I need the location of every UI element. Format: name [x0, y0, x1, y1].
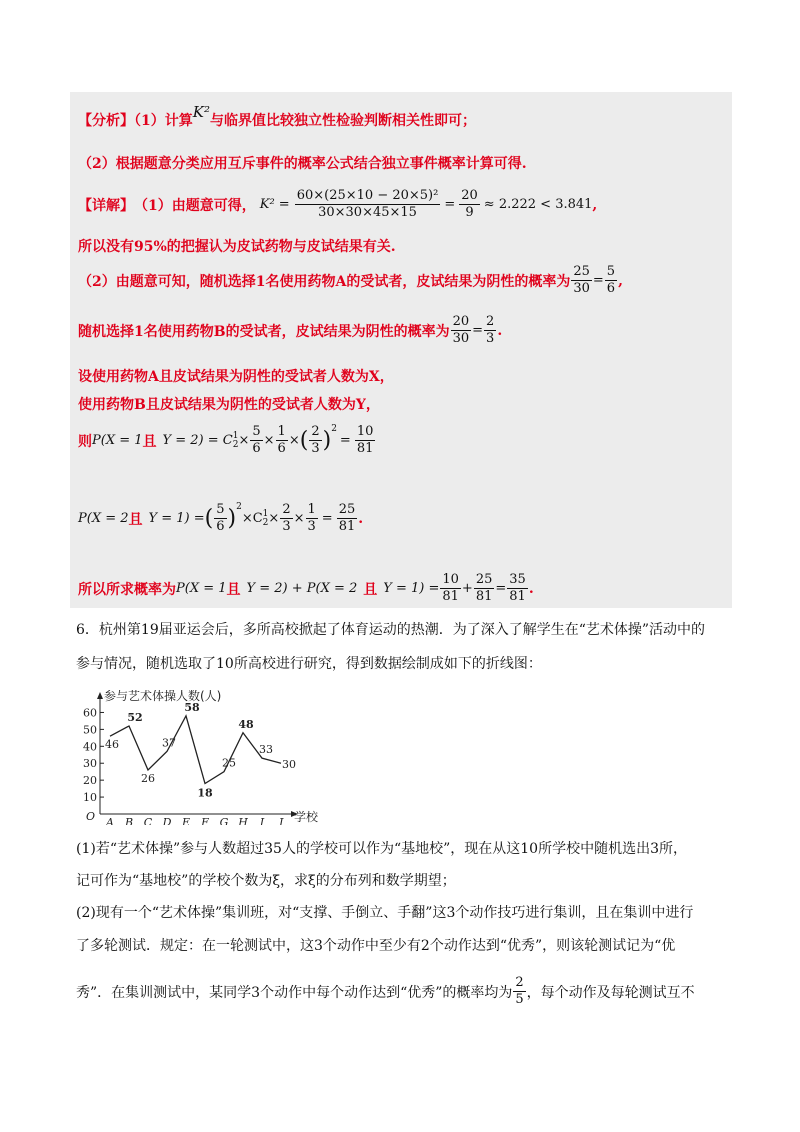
- data-label: 18: [197, 786, 213, 800]
- px2-result-num: 25: [338, 502, 356, 517]
- detail-text: （1）由题意可得，: [134, 197, 256, 214]
- final-f2-num: 25: [475, 572, 493, 587]
- then-word: 则: [78, 433, 92, 450]
- px2-line: P(X = 2 且 Y = 1) = ( $\frac{5}{6}$ ) 2 ×C 1 2 × $\frac{2}{3}$ × $\frac{1}{3}$ = $\frac{25}{81}$ .: [78, 501, 364, 534]
- p2-f2-num: 5: [606, 264, 616, 279]
- sub2-frac-num: 2: [515, 975, 524, 990]
- x-tick-label: G: [219, 816, 229, 825]
- final-line: 所以所求概率为 P(X = 1 且 Y = 2) + P(X = 2 且 Y = 1) = $\frac{10}{81}$ + $\frac{25}{81}$ = $\frac{35}{81}$ .: [78, 572, 534, 604]
- analysis-label: 【分析】: [78, 113, 134, 129]
- part2-text-1: （2）由题意可知，随机选择1名使用药物A的受试者，皮试结果为阴性的概率为: [78, 273, 571, 290]
- px2-a: P(X = 2: [78, 511, 129, 526]
- origin-label: O: [86, 810, 96, 823]
- p2-frac-1: [571, 264, 592, 297]
- k2-symbol: K²: [192, 103, 210, 121]
- analysis-text-b: 与临界值比较独立性检验判断相关性即可；: [209, 113, 476, 129]
- y-tick-label: 10: [83, 791, 97, 805]
- k2-numerator: 60×(25×10 − 20×5)²: [296, 188, 439, 203]
- y-ticks: [83, 706, 104, 804]
- k2-denominator: 30×30×45×15: [318, 205, 417, 220]
- line-chart: [80, 690, 330, 825]
- sub2-frac-den: 5: [515, 992, 524, 1007]
- sub1-line-1: (1)若“艺术体操”参与人数超过35人的学校可以作为“基地校”，现在从这10所学校中随机选出3所，: [76, 841, 687, 857]
- px1-times: ×: [288, 433, 300, 448]
- final-f3-num: 35: [509, 572, 526, 587]
- px2-result-den: 81: [338, 519, 356, 534]
- final-text: 所以所求概率为: [78, 581, 176, 598]
- px1-line: 则 P(X = 1 且 Y = 2) = C 1 2 × $\frac{5}{6}$ × $\frac{1}{6}$ × ( $\frac{2}{3}$ ) 2 = $\frac{10}{81}$: [78, 423, 374, 456]
- p2-frac-4: [484, 314, 496, 347]
- y-tick-label: 30: [83, 757, 97, 771]
- x-tick-label: B: [124, 816, 134, 825]
- data-label: 30: [282, 758, 296, 772]
- final-f3-den: 81: [509, 589, 526, 604]
- p2-frac-2: [605, 264, 617, 297]
- part2-line-2: 随机选择1名使用药物B的受试者，皮试结果为阴性的概率为 $\frac{20}{30}$ = $\frac{2}{3}$ .: [78, 314, 503, 346]
- x-tick-label: C: [143, 816, 153, 825]
- data-label: 58: [184, 700, 200, 714]
- k2-equals: =: [444, 197, 456, 212]
- set-x-line: 设使用药物A且皮试结果为阴性的受试者人数为X，: [78, 369, 394, 385]
- data-labels: [105, 701, 296, 800]
- series-line: [110, 716, 281, 784]
- x-tick-label: F: [201, 816, 209, 825]
- and-word-3: 且: [226, 581, 241, 598]
- p2-f4-num: 2: [486, 314, 495, 329]
- px1-result-num: 10: [356, 424, 374, 439]
- p2-f3-num: 20: [452, 314, 470, 329]
- data-label: 37: [162, 736, 176, 750]
- y-tick-label: 50: [83, 723, 97, 737]
- k2-f2-den: 9: [465, 205, 474, 220]
- x-tick-label: I: [259, 816, 265, 825]
- analysis-text-a: （1）计算: [134, 113, 193, 129]
- final-p2: Y = 2) + P(X = 2: [246, 581, 358, 596]
- sub2-line-3a: 秀”．在集训测试中，某同学3个动作中每个动作达到“优秀”的概率均为: [76, 984, 513, 1001]
- y-tick-label: 20: [83, 774, 97, 788]
- chart-svg: [80, 690, 330, 825]
- part2-text-2: 随机选择1名使用药物B的受试者，皮试结果为阴性的概率为: [78, 323, 450, 340]
- sub2-line-3: [76, 975, 695, 1008]
- final-f1-den: 81: [442, 589, 459, 604]
- x-tick-label: J: [278, 816, 284, 825]
- and-word-4: 且: [363, 581, 378, 598]
- px1-a: P(X = 1: [92, 433, 143, 448]
- set-y-line: 使用药物B且皮试结果为阴性的受试者人数为Y，: [78, 397, 380, 413]
- y-tick-label: 40: [83, 740, 97, 754]
- analysis-line-1: [78, 103, 476, 130]
- data-label: 48: [238, 717, 254, 731]
- p2-f4-den: 3: [486, 331, 495, 346]
- final-f2-den: 81: [475, 589, 493, 604]
- sub2-line-3b: ，每个动作及每轮测试互不: [526, 984, 695, 1001]
- p2-f1-den: 30: [573, 281, 590, 296]
- data-label: 25: [222, 756, 236, 770]
- conclusion-line: 所以没有95%的把握认为皮试药物与皮试结果有关.: [78, 239, 396, 255]
- q6-line-1: 6．杭州第19届亚运会后，多所高校掀起了体育运动的热潮．为了深入了解学生在“艺术体操”活动中的: [76, 622, 706, 638]
- analysis-line-2: （2）根据题意分类应用互斥事件的概率公式结合独立事件概率计算可得.: [78, 156, 527, 172]
- and-word-1: 且: [142, 433, 157, 450]
- k2-fraction-2: [459, 188, 480, 221]
- final-p3: Y = 1) =: [383, 581, 440, 596]
- final-p1: P(X = 1: [176, 581, 227, 596]
- px1-b: Y = 2) = C: [162, 433, 233, 448]
- x-tick-label: H: [238, 816, 248, 825]
- x-tick-label: D: [162, 816, 172, 825]
- p2-frac-3: [451, 314, 472, 347]
- p2-f3-den: 30: [452, 331, 470, 346]
- sub2-line-1: (2)现有一个“艺术体操”集训班，对“支撑、手倒立、手翻”这3个动作技巧进行集训，且在集训中进行: [76, 905, 694, 921]
- data-label: 26: [141, 772, 155, 785]
- sub2-fraction: [513, 975, 525, 1008]
- and-word-2: 且: [128, 511, 143, 528]
- p2-f1-num: 25: [573, 264, 590, 279]
- chart-xlabel: 学校: [294, 810, 319, 824]
- k2-f2-num: 20: [461, 188, 478, 203]
- x-tick-label: E: [181, 816, 191, 825]
- px2-b: Y = 1) =: [148, 511, 205, 526]
- y-tick-label: 60: [83, 706, 97, 720]
- k2-fraction: [295, 188, 441, 221]
- x-ticks: [105, 816, 284, 825]
- k2-lhs: K² =: [259, 197, 290, 212]
- data-label: 46: [105, 738, 119, 752]
- sub2-line-2: 了多轮测试．规定：在一轮测试中，这3个动作中至少有2个动作达到“优秀”，则该轮测试记为“优: [76, 938, 676, 954]
- px2-result: [337, 502, 358, 535]
- final-f1-num: 10: [442, 572, 459, 587]
- sub1-line-2: 记可作为“基地校”的学校个数为ξ，求ξ的分布列和数学期望；: [76, 873, 456, 889]
- p2-f2-den: 6: [606, 281, 616, 296]
- detail-line-1: 【详解】 （1）由题意可得， K² = $\frac{\text{60×(25×10 − 20×5)²}}{30\times 30\times 45\times 15}$ = $\frac{20}{9}$ ≈ 2.222 < 3.841 ,: [78, 188, 598, 220]
- px1-result-den: 81: [356, 441, 374, 456]
- data-label: 33: [259, 743, 273, 757]
- data-label: 52: [127, 711, 143, 724]
- k2-tail: ≈ 2.222 < 3.841: [483, 197, 593, 212]
- q6-line-2: 参与情况，随机选取了10所高校进行研究，得到数据绘制成如下的折线图：: [76, 656, 542, 672]
- y-axis-arrow: [97, 692, 103, 699]
- x-tick-label: A: [106, 816, 114, 825]
- px1-result: [355, 424, 376, 457]
- chart-ylabel: 参与艺术体操人数(人): [104, 690, 222, 703]
- part2-line-1: （2）由题意可知，随机选择1名使用药物A的受试者，皮试结果为阴性的概率为 $\frac{25}{30}$ = $\frac{5}{6}$ ,: [78, 264, 623, 296]
- detail-label: 【详解】: [78, 197, 134, 214]
